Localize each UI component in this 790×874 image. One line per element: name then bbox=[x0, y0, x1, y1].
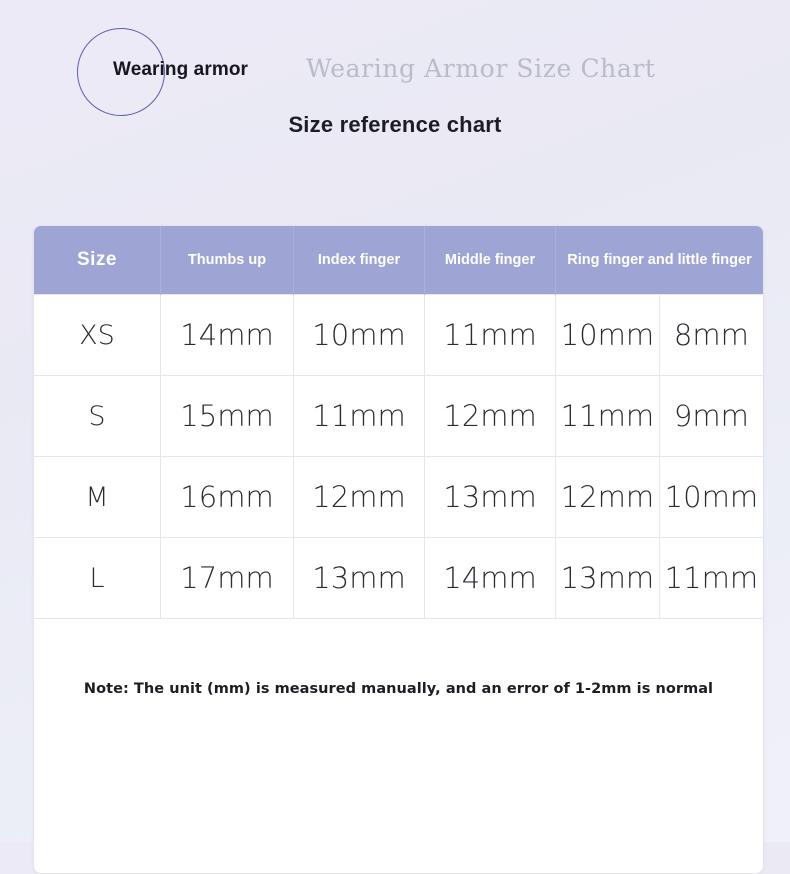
page-header bbox=[0, 0, 790, 160]
column-header-size: Size bbox=[34, 226, 161, 295]
column-header-ring-little-finger: Ring finger and little finger bbox=[556, 226, 764, 295]
cell-middle: 13mm bbox=[425, 457, 556, 538]
table-header bbox=[34, 226, 763, 295]
cell-index: 13mm bbox=[294, 538, 425, 619]
table-row bbox=[34, 457, 763, 538]
cell-thumb: 15mm bbox=[161, 376, 294, 457]
cell-index: 12mm bbox=[294, 457, 425, 538]
size-chart-table bbox=[34, 226, 763, 873]
cell-little: 8mm bbox=[659, 295, 763, 376]
table-header-row bbox=[34, 226, 763, 295]
measurement-note: Note: The unit (mm) is measured manually, and an error of 1-2mm is normal bbox=[83, 681, 714, 697]
cell-size: S bbox=[34, 376, 161, 457]
cell-ring: 13mm bbox=[556, 538, 660, 619]
cell-size: L bbox=[34, 538, 161, 619]
cell-ring: 10mm bbox=[556, 295, 660, 376]
page-title-english: Wearing Armor Size Chart bbox=[306, 54, 656, 83]
cell-little: 9mm bbox=[659, 376, 763, 457]
bottom-strip bbox=[0, 830, 790, 842]
cell-size: XS bbox=[34, 295, 161, 376]
table-row bbox=[34, 376, 763, 457]
size-chart-card bbox=[33, 225, 764, 874]
cell-index: 11mm bbox=[294, 376, 425, 457]
page-title: Size reference chart bbox=[288, 112, 502, 137]
column-header-index-finger: Index finger bbox=[294, 226, 425, 295]
cell-middle: 12mm bbox=[425, 376, 556, 457]
brand-label: Wearing armor bbox=[113, 59, 249, 80]
cell-middle: 11mm bbox=[425, 295, 556, 376]
cell-index: 10mm bbox=[294, 295, 425, 376]
table-body bbox=[34, 295, 763, 874]
column-header-middle-finger: Middle finger bbox=[425, 226, 556, 295]
column-header-thumb: Thumbs up bbox=[161, 226, 294, 295]
cell-thumb: 16mm bbox=[161, 457, 294, 538]
cell-middle: 14mm bbox=[425, 538, 556, 619]
cell-ring: 12mm bbox=[556, 457, 660, 538]
cell-ring: 11mm bbox=[556, 376, 660, 457]
cell-size: M bbox=[34, 457, 161, 538]
cell-little: 10mm bbox=[659, 457, 763, 538]
cell-thumb: 14mm bbox=[161, 295, 294, 376]
table-row bbox=[34, 295, 763, 376]
cell-little: 11mm bbox=[659, 538, 763, 619]
cell-thumb: 17mm bbox=[161, 538, 294, 619]
table-row bbox=[34, 538, 763, 619]
